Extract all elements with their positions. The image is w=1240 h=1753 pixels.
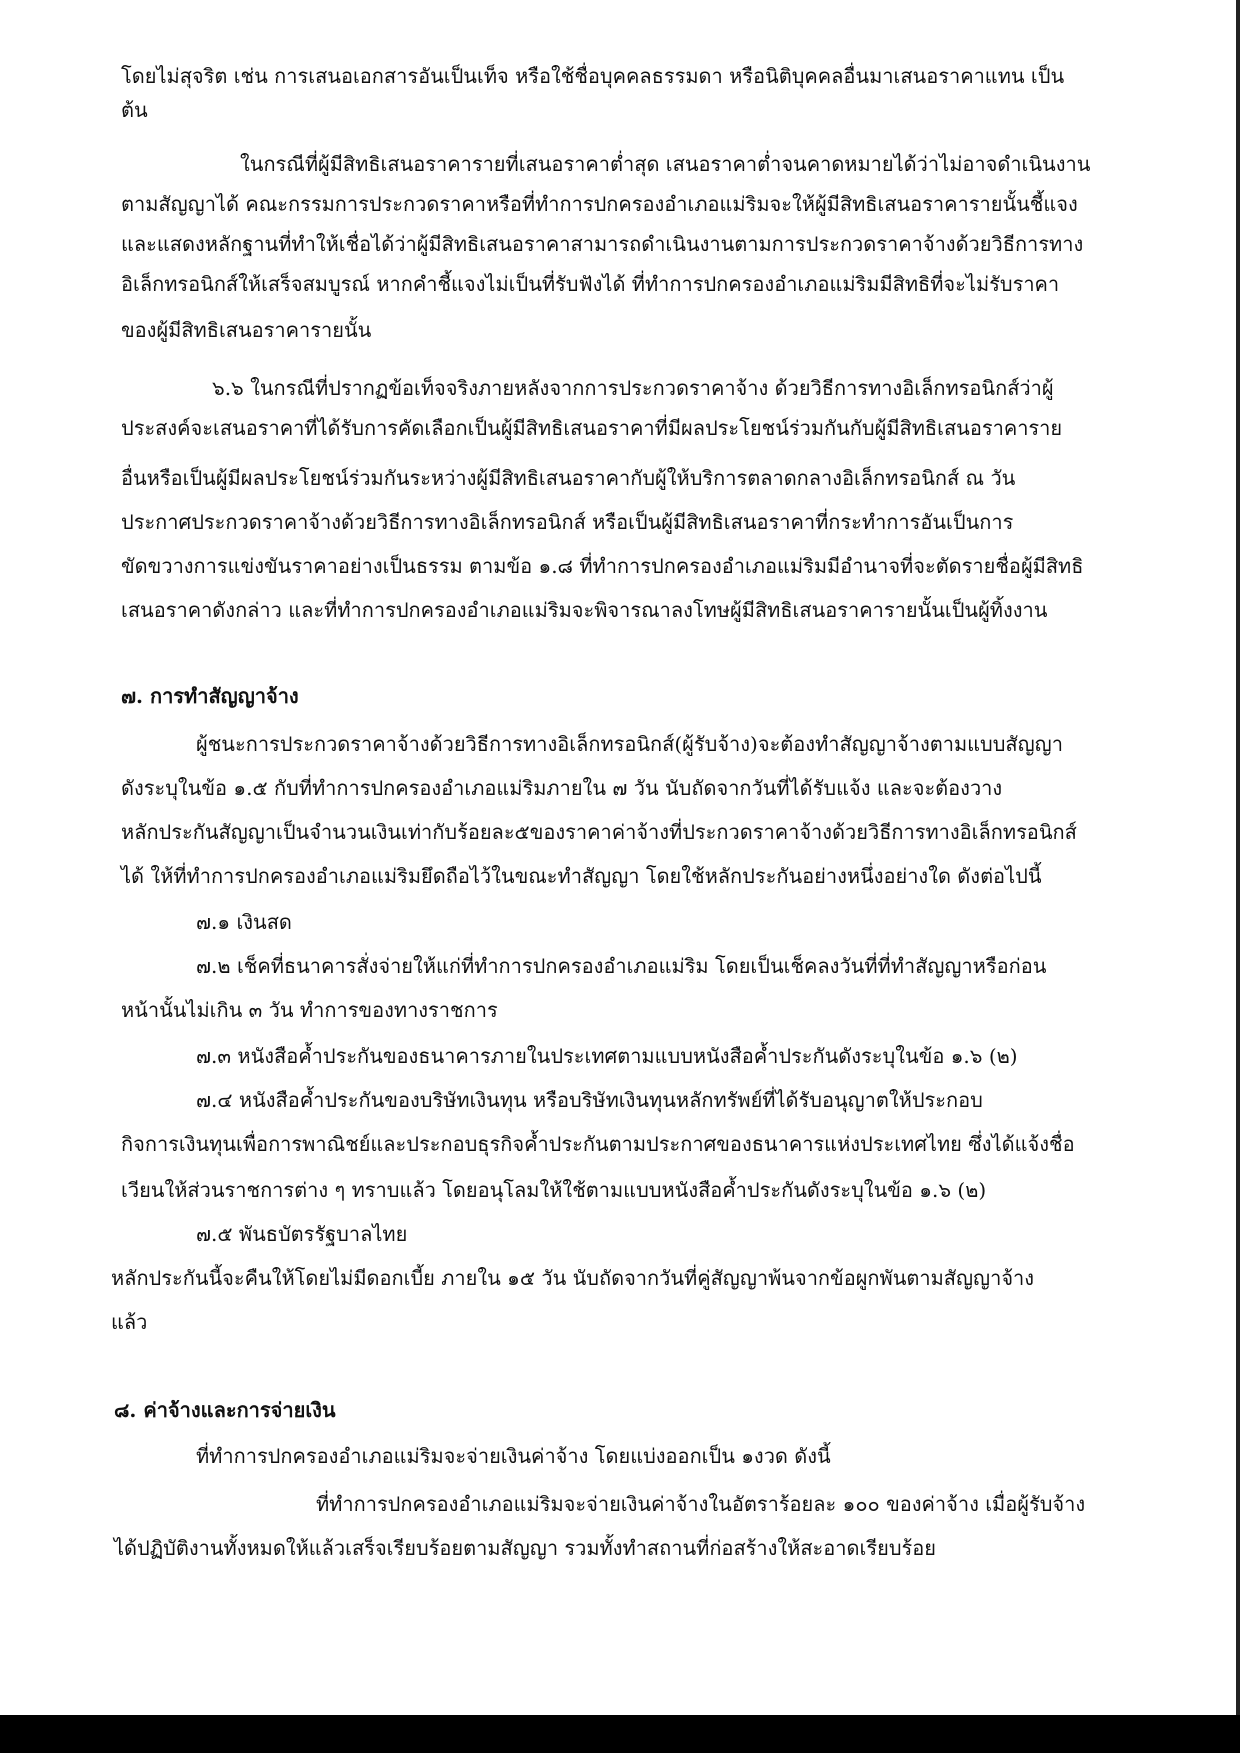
text-line: ตามสัญญาได้ คณะกรรมการประกวดราคาหรือที่ทำการปกครองอำเภอแม่ริมจะให้ผู้มีสิทธิเสนอราคารายนั้นชี้แจง [121, 192, 1078, 216]
text-line: ผู้ชนะการประกวดราคาจ้างด้วยวิธีการทางอิเล็กทรอนิกส์(ผู้รับจ้าง)จะต้องทำสัญญาจ้างตามแบบสัญญา [196, 732, 1063, 756]
text-line: หลักประกันสัญญาเป็นจำนวนเงินเท่ากับร้อยละ๕ของราคาค่าจ้างที่ประกวดราคาจ้างด้วยวิธีการทางอิเล็กทรอนิกส์ [121, 820, 1077, 844]
text-line: ของผู้มีสิทธิเสนอราคารายนั้น [121, 318, 372, 342]
clause-7-5: ๗.๕ พันธบัตรรัฐบาลไทย [196, 1222, 408, 1246]
text-line: แล้ว [111, 1310, 148, 1334]
clause-7-3: ๗.๓ หนังสือค้ำประกันของธนาคารภายในประเทศตามแบบหนังสือค้ำประกันดังระบุในข้อ ๑.๖ (๒) [196, 1044, 1018, 1068]
text-line: ขัดขวางการแข่งขันราคาอย่างเป็นธรรม ตามข้อ ๑.๘ ที่ทำการปกครองอำเภอแม่ริมมีอำนาจที่จะตัดรายชื่อผู้มีสิทธิ [121, 554, 1084, 578]
clause-7-2: ๗.๒ เช็คที่ธนาคารสั่งจ่ายให้แก่ที่ทำการปกครองอำเภอแม่ริม โดยเป็นเช็คลงวันที่ที่ทำสัญญาหรือก่อน [196, 954, 1047, 978]
text-line: ในกรณีที่ผู้มีสิทธิเสนอราคารายที่เสนอราคาต่ำสุด เสนอราคาต่ำจนคาดหมายได้ว่าไม่อาจดำเนินงาน [240, 152, 1091, 176]
text-line: เสนอราคาดังกล่าว และที่ทำการปกครองอำเภอแม่ริมจะพิจารณาลงโทษผู้มีสิทธิเสนอราคารายนั้นเป็นผู้ทิ้งงาน [121, 598, 1048, 622]
section-heading-7: ๗. การทำสัญญาจ้าง [121, 684, 299, 708]
text-line: โดยไม่สุจริต เช่น การเสนอเอกสารอันเป็นเท็จ หรือใช้ชื่อบุคคลธรรมดา หรือนิติบุคคลอื่นมาเสนอราคาแทน เป็น [121, 64, 1065, 88]
text-line: ดังระบุในข้อ ๑.๕ กับที่ทำการปกครองอำเภอแม่ริมภายใน ๗ วัน นับถัดจากวันที่ได้รับแจ้ง และจะต้องวาง [121, 776, 1003, 800]
scan-bottom-band [0, 1715, 1240, 1753]
clause-7-1: ๗.๑ เงินสด [196, 910, 292, 934]
text-line: หลักประกันนี้จะคืนให้โดยไม่มีดอกเบี้ย ภายใน ๑๕ วัน นับถัดจากวันที่คู่สัญญาพ้นจากข้อผูกพันตามสัญญาจ้าง [111, 1266, 1035, 1290]
clause-6-6: ๖.๖ ในกรณีที่ปรากฏข้อเท็จจริงภายหลังจากการประกวดราคาจ้าง ด้วยวิธีการทางอิเล็กทรอนิกส์ว่าผู้ [212, 376, 1054, 400]
text-line: กิจการเงินทุนเพื่อการพาณิชย์และประกอบธุรกิจค้ำประกันตามประกาศของธนาคารแห่งประเทศไทย ซึ่งได้แจ้งชื่อ [121, 1132, 1075, 1156]
text-line: อิเล็กทรอนิกส์ให้เสร็จสมบูรณ์ หากคำชี้แจงไม่เป็นที่รับฟังได้ ที่ทำการปกครองอำเภอแม่ริมมีสิทธิที่จะไม่รับราคา [121, 272, 1060, 296]
section-heading-8: ๘. ค่าจ้างและการจ่ายเงิน [114, 1398, 336, 1422]
text-line: ที่ทำการปกครองอำเภอแม่ริมจะจ่ายเงินค่าจ้าง โดยแบ่งออกเป็น ๑งวด ดังนี้ [196, 1444, 831, 1468]
text-line: ที่ทำการปกครองอำเภอแม่ริมจะจ่ายเงินค่าจ้างในอัตราร้อยละ ๑๐๐ ของค่าจ้าง เมื่อผู้รับจ้าง [316, 1492, 1086, 1516]
text-line: ได้ปฏิบัติงานทั้งหมดให้แล้วเสร็จเรียบร้อยตามสัญญา รวมทั้งทำสถานที่ก่อสร้างให้สะอาดเรียบร้อย [114, 1536, 936, 1560]
text-line: ประสงค์จะเสนอราคาที่ได้รับการคัดเลือกเป็นผู้มีสิทธิเสนอราคาที่มีผลประโยชน์ร่วมกันกับผู้มีสิทธิเสนอราคาราย [121, 416, 1063, 440]
text-line: ได้ ให้ที่ทำการปกครองอำเภอแม่ริมยึดถือไว้ในขณะทำสัญญา โดยใช้หลักประกันอย่างหนึ่งอย่างใด ดังต่อไปนี้ [121, 864, 1042, 888]
clause-7-4: ๗.๔ หนังสือค้ำประกันของบริษัทเงินทุน หรือบริษัทเงินทุนหลักทรัพย์ที่ได้รับอนุญาตให้ประกอบ [196, 1088, 983, 1112]
text-line: เวียนให้ส่วนราชการต่าง ๆ ทราบแล้ว โดยอนุโลมให้ใช้ตามแบบหนังสือค้ำประกันดังระบุในข้อ ๑.๖ (๒) [121, 1178, 987, 1202]
text-line: อื่นหรือเป็นผู้มีผลประโยชน์ร่วมกันระหว่างผู้มีสิทธิเสนอราคากับผู้ให้บริการตลาดกลางอิเล็กทรอนิกส์ ณ วัน [121, 466, 1016, 490]
text-line: หน้านั้นไม่เกิน ๓ วัน ทำการของทางราชการ [121, 998, 498, 1022]
text-line: และแสดงหลักฐานที่ทำให้เชื่อได้ว่าผู้มีสิทธิเสนอราคาสามารถดำเนินงานตามการประกวดราคาจ้างด้วยวิธีการทาง [121, 232, 1084, 256]
scan-edge [1236, 0, 1240, 1753]
text-line: ต้น [121, 98, 148, 122]
text-line: ประกาศประกวดราคาจ้างด้วยวิธีการทางอิเล็กทรอนิกส์ หรือเป็นผู้มีสิทธิเสนอราคาที่กระทำการอันเป็นการ [121, 510, 1014, 534]
